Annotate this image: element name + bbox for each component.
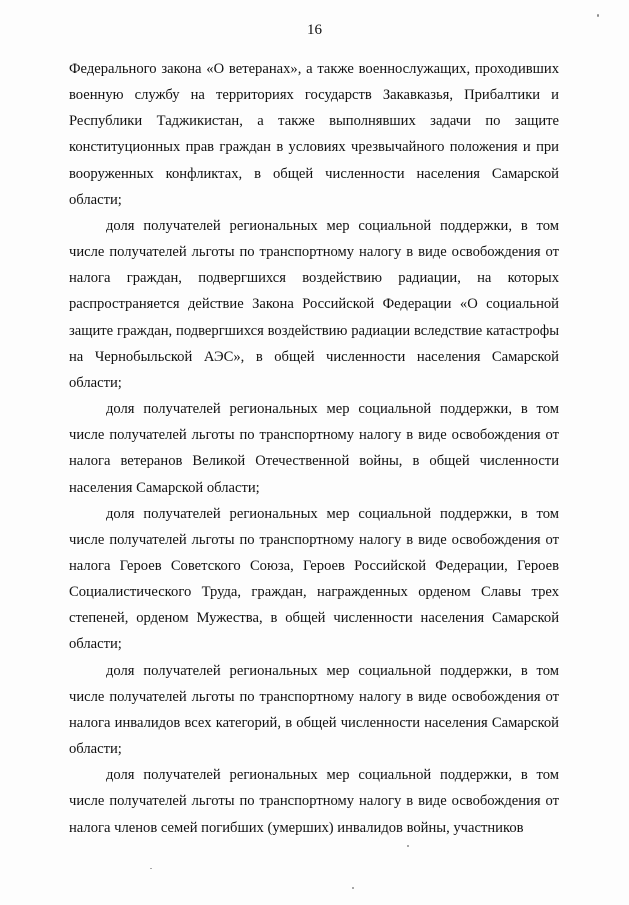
paragraph-veterans-continuation: Федерального закона «О ветеранах», а также военнослужащих, проходивших военную службу на территориях государств Закавказья, Прибалтики и Республики Таджикистан, а также выполнявших задачи по защите конституционных прав граждан в условиях чрезвычайного положения и при вооруженных конфликтах, в общей численности населения Самарской области; (69, 61, 559, 208)
paragraph-families: доля получателей региональных мер социальной поддержки, в том числе получателей льготы по транспортному налогу в виде освобождения от налога членов семей погибших (умерших) инвалидов войны, участников (69, 767, 559, 836)
body-text (69, 56, 559, 841)
scan-speck (407, 845, 409, 847)
paragraph-radiation: доля получателей региональных мер социальной поддержки, в том числе получателей льготы по транспортному налогу в виде освобождения от налога граждан, подвергшихся воздействию радиации, на которых распространяется действие Закона Российской Федерации «О социальной защите граждан, подвергшихся воздействию радиации вследствие катастрофы на Чернобыльской АЭС», в общей численности населения Самарской области; (69, 217, 559, 391)
page-number: 16 (307, 22, 322, 38)
scan-speck (352, 887, 354, 889)
paragraph-disabled: доля получателей региональных мер социальной поддержки, в том числе получателей льготы по транспортному налогу в виде освобождения от налога инвалидов всех категорий, в общей численности населения Самарской области; (69, 662, 559, 758)
scan-speck (150, 868, 152, 869)
paragraph-ww2-veterans: доля получателей региональных мер социальной поддержки, в том числе получателей льготы по транспортному налогу в виде освобождения от налога ветеранов Великой Отечественной войны, в общей численности населения Самарской области; (69, 401, 559, 496)
paragraph-heroes: доля получателей региональных мер социальной поддержки, в том числе получателей льготы по транспортному налогу в виде освобождения от налога Героев Советского Союза, Героев Российской Федерации, Героев Социалистического Труда, граждан, награжденных орденом Славы трех степеней, орденом Мужества, в общей численности населения Самарской области; (69, 505, 559, 653)
scan-speck (597, 14, 599, 17)
